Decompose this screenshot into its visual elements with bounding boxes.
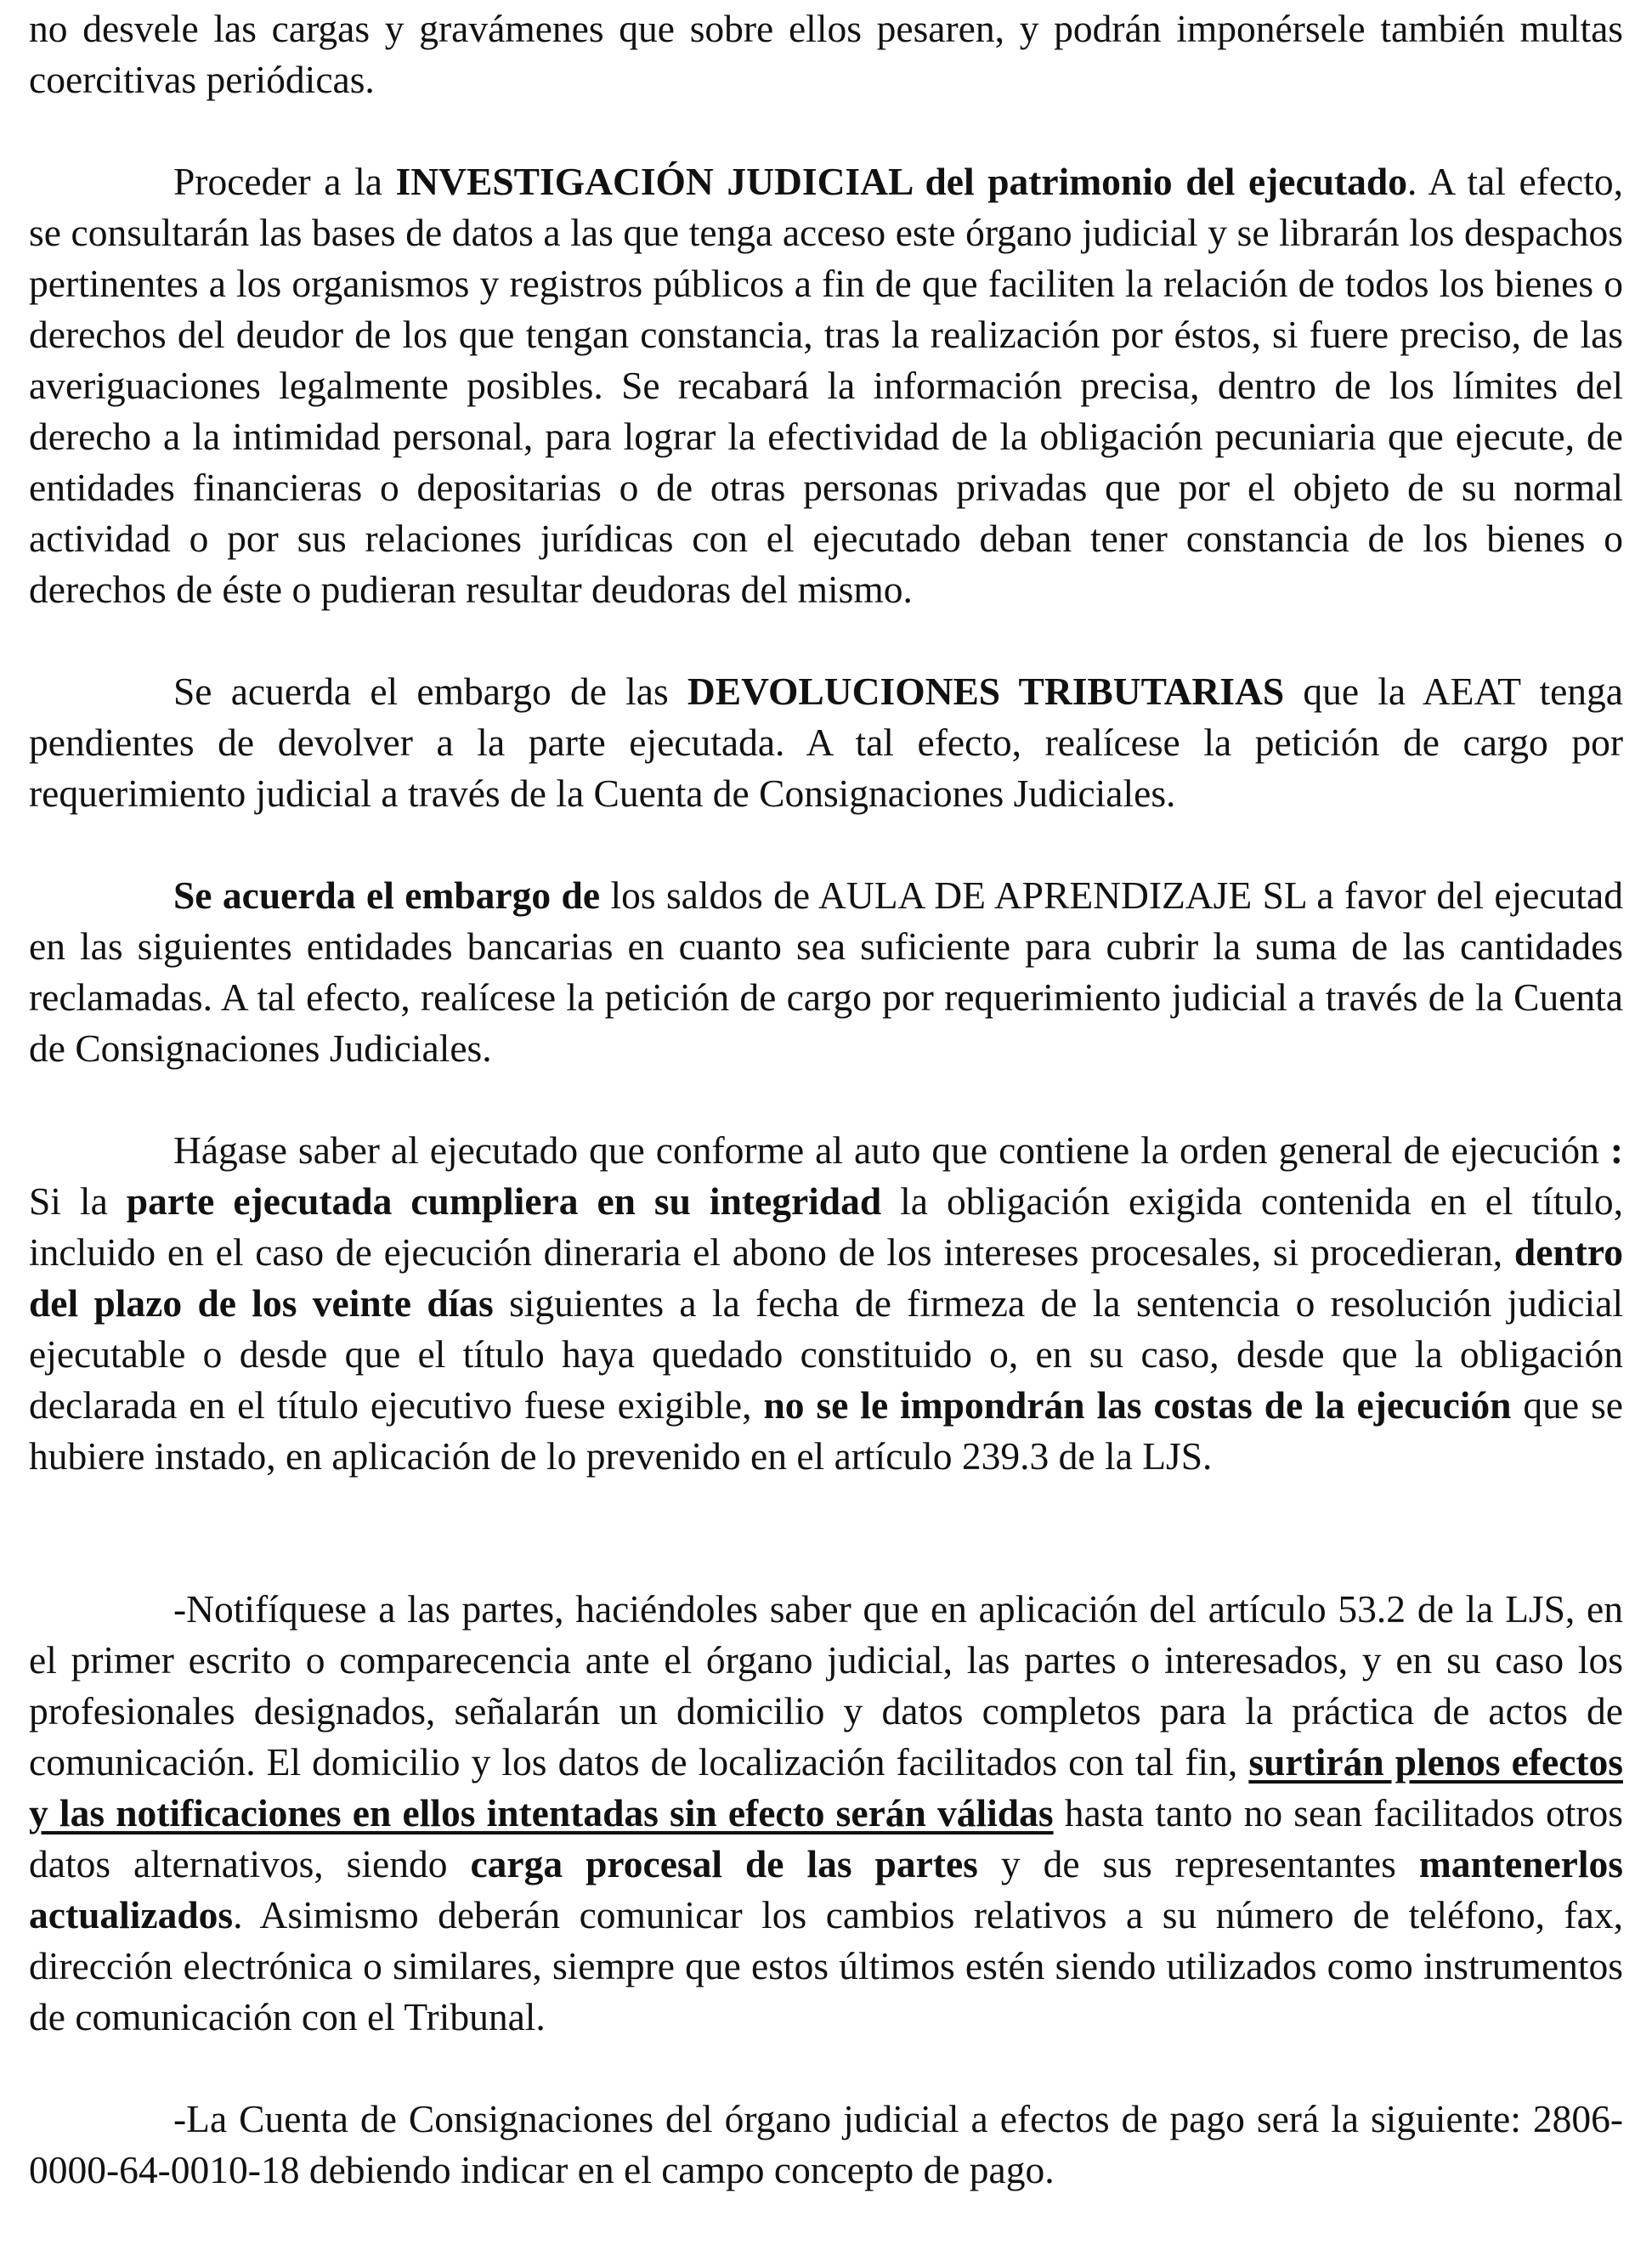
- paragraph-text: los saldos de AULA DE APRENDIZAJE SL a favor del ejecutad en las siguientes entidades bancarias en cuanto sea suficiente para cubrir la suma de las cantidades reclamadas. A tal efecto, realícese la petición de cargo por requerimiento judicial a través de la Cuenta de Consignaciones Judiciales.: [29, 873, 1623, 1070]
- paragraph-text: Se acuerda el embargo de las: [173, 670, 687, 713]
- paragraph-text: que se hubiere instado, en aplicación de lo prevenido en el artículo 239.3 de la LJS.: [29, 1383, 1623, 1478]
- bold-phrase-cumpliera: parte ejecutada cumpliera en su integridad: [126, 1179, 882, 1223]
- paragraph-text: no desvele las cargas y gravámenes que sobre ellos pesaren, y podrán imponérsele también multas coercitivas periódicas.: [29, 7, 1623, 101]
- paragraph-text: hasta tanto no sean facilitados otros datos alternativos, siendo: [29, 1791, 1623, 1885]
- paragraph-text: que la AEAT tenga pendientes de devolver a la parte ejecutada. A tal efecto, realícese la petición de cargo por requerimiento judicial a través de la Cuenta de Consignaciones Judiciales.: [29, 670, 1623, 815]
- paragraph-text: Si la: [29, 1179, 127, 1223]
- bold-lead-embargo: Se acuerda el embargo de: [173, 873, 601, 917]
- bold-underlined-phrase-surtiran: surtirán plenos efectos y las notificaciones en ellos intentadas sin efecto serán válidas: [29, 1740, 1623, 1835]
- bold-colon: :: [1610, 1128, 1623, 1172]
- bold-phrase-mantenerlos: mantenerlos actualizados: [29, 1842, 1623, 1936]
- paragraph-text: -Notifíquese a las partes, haciéndoles saber que en aplicación del artículo 53.2 de la LJS, en el primer escrito o comparecencia ante el órgano judicial, las partes o interesados, y en su caso los profesionales designados, señalarán un domicilio y datos completos para la práctica de actos de comunicación. El domicilio y los datos de localización facilitados con tal fin,: [29, 1587, 1623, 1784]
- bold-heading-devoluciones: DEVOLUCIONES TRIBUTARIAS: [687, 670, 1285, 713]
- document-page: [29, 0, 1623, 2196]
- paragraph-embargo-saldos: [29, 870, 1623, 1074]
- bold-phrase-costas: no se le impondrán las costas de la ejecución: [763, 1383, 1512, 1427]
- paragraph-text: . Asimismo deberán comunicar los cambios relativos a su número de teléfono, fax, dirección electrónica o similares, siempre que estos últimos estén siendo utilizados como instrumentos de comunicación con el Tribunal.: [29, 1893, 1623, 2038]
- paragraph-orden-general-ejecucion: [29, 1125, 1623, 1482]
- bold-heading-investigacion: INVESTIGACIÓN JUDICIAL del patrimonio del ejecutado: [395, 160, 1407, 203]
- paragraph-text: siguientes a la fecha de firmeza de la sentencia o resolución judicial ejecutable o desde que el título haya quedado constituido o, en su caso, desde que la obligación declarada en el título ejecutivo fuese exigible,: [29, 1281, 1623, 1427]
- paragraph-text: -La Cuenta de Consignaciones del órgano judicial a efectos de pago será la siguiente: 2806-0000-64-0010-18 debiendo indicar en el campo concepto de pago.: [29, 2097, 1623, 2191]
- paragraph-devoluciones-tributarias: [29, 666, 1623, 819]
- bold-phrase-carga-procesal: carga procesal de las partes: [470, 1842, 978, 1885]
- paragraph-notifiquese: [29, 1584, 1623, 2043]
- paragraph-text: . A tal efecto, se consultarán las bases de datos a las que tenga acceso este órgano judicial y se librarán los despachos pertinentes a los organismos y registros públicos a fin de que faciliten la relación de todos los bienes o derechos del deudor de los que tengan constancia, tras la realización por éstos, si fuere preciso, de las averiguaciones legalmente posibles. Se recabará la información precisa, dentro de los límites del derecho a la intimidad personal, para lograr la efectividad de la obligación pecuniaria que ejecute, de entidades financieras o depositarias o de otras personas privadas que por el objeto de su normal actividad o por sus relaciones jurídicas con el ejecutado deban tener constancia de los bienes o derechos de éste o pudieran resultar deudoras del mismo.: [29, 160, 1623, 611]
- bold-phrase-plazo: dentro del plazo de los veinte días: [29, 1230, 1623, 1325]
- paragraph-text: y de sus representantes: [977, 1842, 1419, 1885]
- paragraph-text: la obligación exigida contenida en el título, incluido en el caso de ejecución dineraria el abono de los intereses procesales, si procedieran,: [29, 1179, 1623, 1274]
- paragraph-multas: [29, 3, 1623, 105]
- paragraph-cuenta-consignaciones: [29, 2094, 1623, 2196]
- paragraph-text: Proceder a la: [173, 160, 396, 203]
- paragraph-investigacion-judicial: [29, 156, 1623, 615]
- paragraph-text: Hágase saber al ejecutado que conforme al auto que contiene la orden general de ejecución: [173, 1128, 1610, 1172]
